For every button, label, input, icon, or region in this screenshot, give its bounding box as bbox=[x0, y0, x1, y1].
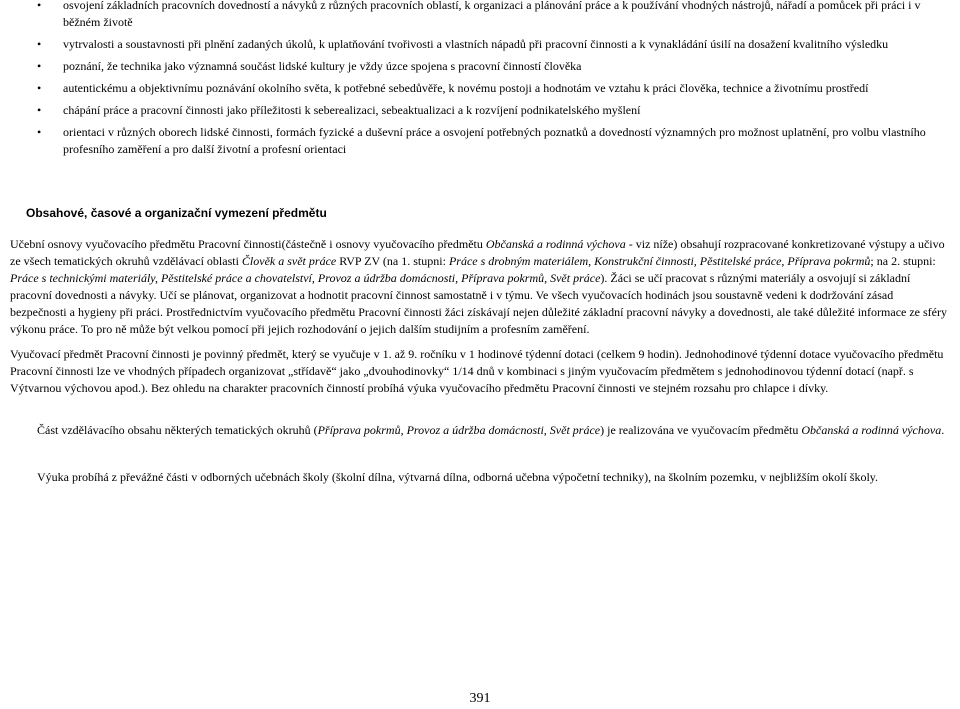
text-run-italic: Práce s technickými materiály, Pěstitelské práce a chovatelství, Provoz a údržba domácnosti, Příprava pokrmů, Svět práce bbox=[10, 271, 601, 285]
text-run: Výuka probíhá z převážné části v odborných učebnách školy (školní dílna, výtvarná dílna, odborná učebna výpočetní techniky), na školním pozemku, v nejbližším okolí školy. bbox=[37, 470, 879, 484]
text-run-italic: Občanská a rodinná výchova bbox=[801, 423, 942, 437]
goals-list bbox=[0, 0, 960, 163]
list-item-text: chápání práce a pracovní činnosti jako příležitosti k seberealizaci, sebeaktualizaci a k rozvíjení podnikatelského myšlení bbox=[63, 103, 641, 117]
text-run: ; na 2. stupni: bbox=[870, 254, 936, 268]
paragraph-teaching-location bbox=[0, 469, 950, 486]
list-item bbox=[0, 124, 960, 158]
text-run-italic: Člověk a svět práce bbox=[241, 254, 337, 268]
list-item bbox=[0, 58, 960, 75]
text-run-italic: Práce s drobným materiálem, Konstrukční činnosti, Pěstitelské práce, Příprava pokrmů bbox=[448, 254, 871, 268]
paragraph-time-allocation: Vyučovací předmět Pracovní činnosti je povinný předmět, který se vyučuje v 1. až 9. ročníku v 1 hodinové týdenní dotaci (celkem 9 hodin). Jednohodinové týdenní dotace vyučovacího předmětu Pracovní činnosti lze ve vhodných případech organizovat „střídavě“ jako „dvouhodinovky“ 1/14 dnů v kombinaci s jiným vyučovacím předmětem s jednohodinovou týdenní dotací (např. s Výtvarnou výchovou apod.). Bez ohledu na charakter pracovních činností probíhá výuka vyučovacího předmětu Pracovní činnosti ve stejném rozsahu pro chlapce i dívky. bbox=[10, 347, 944, 395]
text-run: ) je realizována ve vyučovacím předmětu bbox=[600, 423, 802, 437]
list-item-text: vytrvalosti a soustavnosti při plnění zadaných úkolů, k uplatňování tvořivosti a vlastních nápadů při pracovní činnosti a k vynakládání úsilí na dosažení kvalitního výsledku bbox=[63, 37, 889, 51]
text-run: - viz níže) obsahují rozpracované konkretizované výstupy a učivo ze všech tematických okruhů vzdělávací oblasti bbox=[10, 237, 945, 268]
paragraph-partial-content bbox=[10, 422, 950, 439]
bullet-icon: • bbox=[37, 103, 42, 117]
page-number: 391 bbox=[469, 691, 491, 706]
list-item bbox=[0, 36, 960, 53]
list-item-text: osvojení základních pracovních dovedností a návyků z různých pracovních oblastí, k organizaci a plánování práce a k používání vhodných nástrojů, nářadí a pomůcek při práci i v běžném životě bbox=[63, 0, 921, 29]
text-run: . bbox=[941, 423, 945, 437]
list-item-text: poznání, že technika jako významná součást lidské kultury je vždy úzce spojena s pracovní činností člověka bbox=[63, 59, 582, 73]
list-item bbox=[0, 0, 960, 31]
text-run-italic: Občanská a rodinná výchova bbox=[485, 237, 626, 251]
list-item bbox=[0, 102, 960, 119]
paragraph-content-scope bbox=[10, 236, 950, 338]
text-run: Učební osnovy vyučovacího předmětu Pracovní činnosti(částečně i osnovy vyučovacího předmětu bbox=[10, 237, 486, 251]
list-item-text: autentickému a objektivnímu poznávání okolního světa, k potřebné sebedůvěře, k novému postoji a hodnotám ve vztahu k práci člověka, technice a životnímu prostředí bbox=[63, 81, 869, 95]
text-run: Část vzdělávacího obsahu některých tematických okruhů ( bbox=[37, 423, 318, 437]
list-item-text: orientaci v různých oborech lidské činnosti, formách fyzické a duševní práce a osvojení potřebných poznatků a dovedností významných pro možnost uplatnění, pro volbu vlastního profesního zaměření a pro další životní a profesní orientaci bbox=[63, 125, 926, 156]
text-run-italic: Příprava pokrmů, Provoz a údržba domácnosti, Svět práce bbox=[317, 423, 601, 437]
text-run: ). Žáci se učí pracovat s různými materiály a osvojují si základní pracovní dovednosti a návyky. Učí se plánovat, organizovat a hodnotit pracovní činnost samostatně i v týmu. Ve všech vyučovacích hodinách jsou soustavně vedeni k dodržování zásad bezpečnosti a hygieny při práci. Prostřednictvím vyučovacího předmětu Pracovní činnosti žáci získávají nejen důležité základní pracovní návyky a dovednosti, ale také důležité informace ze sféry výkonu práce. To pro ně může být velkou pomocí při jejich rozhodování o jejich dalším studijním a profesním zaměření. bbox=[10, 271, 947, 336]
bullet-icon: • bbox=[37, 0, 42, 12]
bullet-icon: • bbox=[37, 125, 42, 139]
section-heading: Obsahové, časové a organizační vymezení předmětu bbox=[26, 206, 327, 220]
bullet-icon: • bbox=[37, 37, 42, 51]
bullet-icon: • bbox=[37, 81, 42, 95]
text-run: RVP ZV (na 1. stupni: bbox=[336, 254, 449, 268]
bullet-icon: • bbox=[37, 59, 42, 73]
list-item bbox=[0, 80, 960, 97]
